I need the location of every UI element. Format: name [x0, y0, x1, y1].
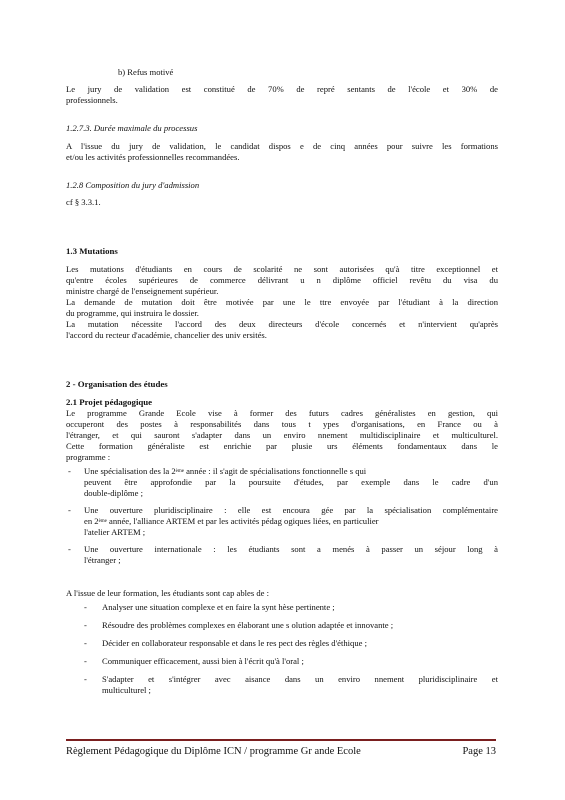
section-21-title: 2.1 Projet pédagogique [66, 397, 153, 407]
paragraph-line: l'étranger, et qui sauront s'adapter dans un enviro nnement multidisciplinaire et multiculturel. [66, 430, 498, 440]
section-1273-title: 1.2.7.3. Durée maximale du processus [66, 123, 198, 133]
paragraph-line: qu'entre écoles supérieures de commerce délivrant u n diplôme officiel revêtu du visa du [66, 275, 498, 285]
list-dash: - [84, 656, 87, 666]
list-item-line: Une spécialisation des la 2ème année : il s'agit de spécialisations fonctionnelle s qui [84, 466, 367, 476]
paragraph-line: programme : [66, 452, 111, 462]
outcome-item: multiculturel ; [102, 685, 151, 695]
paragraph-line: Les mutations d'étudiants en cours de scolarité ne sont autorisées qu'à titre exceptionnel et [66, 264, 498, 274]
section-2-title: 2 - Organisation des études [66, 379, 168, 389]
footer-rule [66, 739, 496, 741]
paragraph-line: ministre chargé de l'enseignement supérieur. [66, 286, 219, 296]
outcomes-intro: A l'issue de leur formation, les étudiants sont cap ables de : [66, 588, 269, 598]
list-item-line: Une ouverture pluridisciplinaire : elle est encoura gée par la spécialisation complémentaire [84, 505, 498, 515]
outcome-item: Décider en collaborateur responsable et dans le res pect des règles d'éthique ; [102, 638, 367, 648]
page-number: Page 13 [462, 746, 496, 757]
paragraph-line: l'accord du recteur d'académie, chancelier des univ ersités. [66, 330, 267, 340]
list-dash: - [68, 466, 71, 476]
paragraph-line: Le jury de validation est constitué de 70% de repré sentants de l'école et 30% de [66, 84, 498, 94]
list-item-line: peuvent être approfondie par la poursuite d'études, par exemple dans le cadre d'un [84, 477, 498, 487]
list-dash: - [68, 544, 71, 554]
list-item-line: l'atelier ARTEM ; [84, 527, 146, 537]
outcome-item: S'adapter et s'intégrer avec aisance dans un enviro nnement pluridisciplinaire et [102, 674, 498, 684]
subsection-refus-motive-title: b) Refus motivé [118, 67, 174, 77]
list-dash: - [84, 620, 87, 630]
paragraph-line: Le programme Grande Ecole vise à former des futurs cadres généralistes en gestion, qui [66, 408, 498, 418]
paragraph-line: du programme, qui instruira le dossier. [66, 308, 199, 318]
list-item-line: l'étranger ; [84, 555, 121, 565]
list-dash: - [84, 674, 87, 684]
outcome-item: Résoudre des problèmes complexes en élaborant une s olution adaptée et innovante ; [102, 620, 394, 630]
paragraph-line: Cette formation généraliste est enrichie par plusie urs éléments fondamentaux dans le [66, 441, 498, 451]
outcome-item: Analyser une situation complexe et en faire la synt hèse pertinente ; [102, 602, 335, 612]
list-dash: - [84, 602, 87, 612]
footer-title: Règlement Pédagogique du Diplôme ICN / programme Gr ande Ecole [66, 746, 361, 757]
paragraph-line: cf § 3.3.1. [66, 197, 101, 207]
paragraph-line: La mutation nécessite l'accord des deux directeurs d'école concernés et n'intervient qu'après [66, 319, 498, 329]
list-item-line: Une ouverture internationale : les étudiants sont a menés à passer un séjour long à [84, 544, 498, 554]
paragraph-line: A l'issue du jury de validation, le candidat dispos e de cinq années pour suivre les formations [66, 141, 498, 151]
paragraph-line: La demande de mutation doit être motivée par une le ttre envoyée par l'étudiant à la direction [66, 297, 498, 307]
section-13-title: 1.3 Mutations [66, 246, 118, 256]
list-item-line: double-diplôme ; [84, 488, 143, 498]
section-128-title: 1.2.8 Composition du jury d'admission [66, 180, 200, 190]
outcome-item: Communiquer efficacement, aussi bien à l'écrit qu'à l'oral ; [102, 656, 304, 666]
list-dash: - [68, 505, 71, 515]
paragraph-line: occuperont des postes à responsabilités dans tous t ypes d'organisations, en France ou à [66, 419, 498, 429]
list-dash: - [84, 638, 87, 648]
paragraph-line: professionnels. [66, 95, 118, 105]
paragraph-line: et/ou les activités professionnelles recommandées. [66, 152, 240, 162]
list-item-line: en 2ème année, l'alliance ARTEM et par les activités pédag ogiques liées, en particulier [84, 516, 379, 526]
